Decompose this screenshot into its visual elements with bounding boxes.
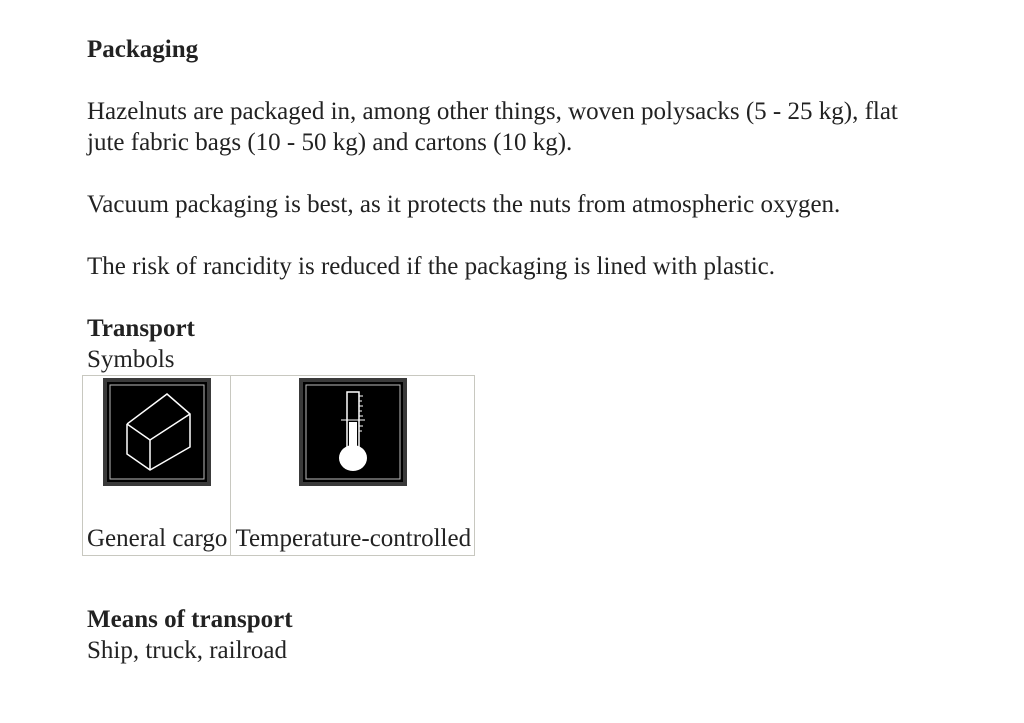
packaging-paragraph-2: Vacuum packaging is best, as it protects the nuts from atmospheric oxygen. [87, 191, 841, 218]
symbols-table [82, 375, 475, 556]
means-of-transport-value: Ship, truck, railroad [87, 637, 287, 664]
means-of-transport-heading: Means of transport [87, 606, 293, 633]
symbol-cell-general-cargo [83, 376, 231, 556]
symbols-label: Symbols [87, 346, 175, 373]
document-content [87, 34, 987, 666]
packaging-heading: Packaging [87, 36, 199, 63]
packaging-paragraph-1: Hazelnuts are packaged in, among other things, woven polysacks (5 - 25 kg), flat jute fabric bags (10 - 50 kg) and cartons (10 kg). [87, 98, 898, 156]
transport-heading: Transport [87, 315, 195, 342]
thermometer-icon [299, 378, 407, 486]
temperature-controlled-label: Temperature-controlled [235, 525, 472, 552]
general-cargo-box-icon [103, 378, 211, 486]
general-cargo-label: General cargo [87, 525, 228, 552]
packaging-paragraph-3: The risk of rancidity is reduced if the packaging is lined with plastic. [87, 253, 776, 280]
symbol-cell-temperature-controlled [231, 376, 475, 556]
